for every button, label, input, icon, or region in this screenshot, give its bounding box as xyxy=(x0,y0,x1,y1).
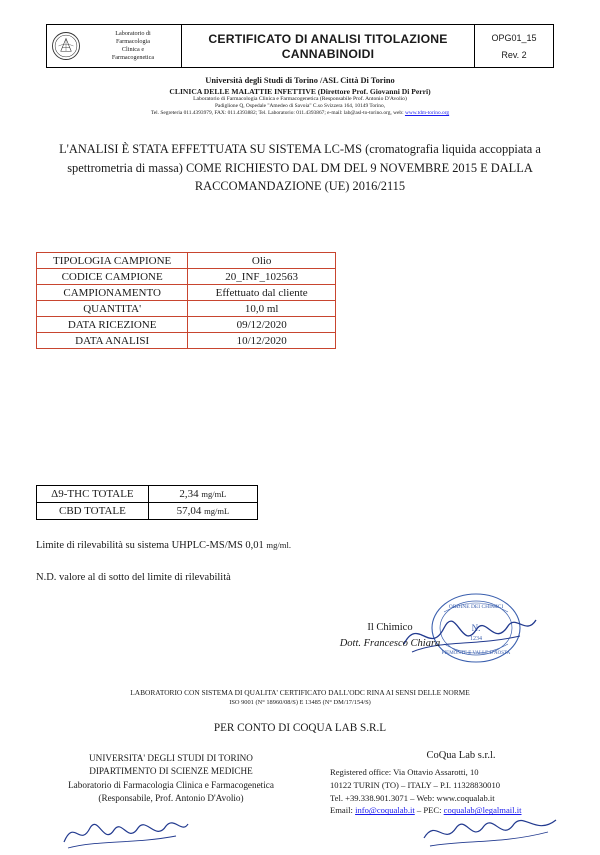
row-value: 20_INF_102563 xyxy=(188,269,336,285)
title-line-2: CANNABINOIDI xyxy=(281,46,375,61)
company-address: Registered office: Via Ottavio Assarotti, 10 xyxy=(330,766,479,777)
analyte-value-cell xyxy=(148,486,257,503)
table-row xyxy=(37,486,258,503)
institution-line-4: Padiglione Q, Ospedale "Amedeo di Savoia" C.so Svizzera 164, 10149 Torino, xyxy=(214,102,386,109)
company-email-link[interactable]: info@coqualab.it xyxy=(355,805,415,816)
logo-line-2: Farmacologia xyxy=(115,38,151,45)
header-logo-cell xyxy=(47,25,182,67)
institution-line-1: Università degli Studi di Torino /ASL Città Di Torino xyxy=(205,76,395,85)
footer-left-line-2: DIPARTIMENTO DI SCIENZE MEDICHE xyxy=(89,766,253,777)
per-conto-line: PER CONTO DI COQUA LAB S.R.L xyxy=(213,722,387,734)
table-row xyxy=(37,253,336,269)
company-pec-link[interactable]: coqualab@legalmail.it xyxy=(443,805,522,816)
logo-line-4: Farmacogenetica xyxy=(111,54,155,61)
table-row xyxy=(37,301,336,317)
row-value: 10,0 ml xyxy=(188,301,336,317)
intro-part-3: COME RICHIESTO DAL DM DEL 9 NOVEMBRE 2015 E DALLA RACCOMANDAZIONE (UE) 2016/2115 xyxy=(185,160,533,194)
row-label: DATA ANALISI xyxy=(37,333,188,349)
row-value: 10/12/2020 xyxy=(188,333,336,349)
table-row xyxy=(37,503,258,520)
svg-text:N.: N. xyxy=(471,623,481,633)
row-label: DATA RICEZIONE xyxy=(37,317,188,333)
document-code: OPG01_15 xyxy=(491,32,537,43)
row-value: 09/12/2020 xyxy=(188,317,336,333)
intro-part-2: (cromatografia liquida accoppiata a spettrometria di massa) xyxy=(67,142,541,175)
intro-part-1: L'ANALISI È STATA EFFETTUATA SU SISTEMA LC-MS xyxy=(59,142,362,156)
company-name: CoQua Lab s.r.l. xyxy=(426,750,496,761)
table-row xyxy=(37,269,336,285)
institution-line-2: CLINICA DELLE MALATTIE INFETTIVE (Direttore Prof. Giovanni Di Perri) xyxy=(169,86,431,96)
footer-left-line-4: (Responsabile, Prof. Antonio D'Avolio) xyxy=(98,793,244,804)
svg-text:ORDINE DEI CHIMICI: ORDINE DEI CHIMICI xyxy=(448,604,504,610)
university-seal-icon xyxy=(51,31,81,61)
footer-left-line-1: UNIVERSITA' DEGLI STUDI DI TORINO xyxy=(89,753,253,763)
institution-contacts: Tel. Segreteria 011.4393979, FAX: 011.4393882; Tel. Laboratorio: 011.4393867; e-mail: lab@asl-to-torino.org, web: xyxy=(150,109,405,116)
institution-line-5 xyxy=(46,110,554,117)
institution-block xyxy=(46,76,554,116)
signature-block xyxy=(330,620,450,652)
document-code-cell xyxy=(475,25,553,67)
row-value: Effettuato dal cliente xyxy=(188,285,336,301)
logo-line-1: Laboratorio di xyxy=(115,30,151,37)
results-table xyxy=(36,485,258,520)
institution-website-link[interactable]: www.tdm-torino.org xyxy=(404,109,450,116)
company-city: 10122 TURIN (TO) – ITALY – P.I. 11328830010 xyxy=(330,779,501,790)
detection-limit-note xyxy=(36,540,291,551)
detection-limit-unit: mg/ml. xyxy=(266,540,292,550)
footer-right-block xyxy=(330,748,592,817)
nd-note: N.D. valore al di sotto del limite di rilevabilità xyxy=(36,572,231,583)
analyte-label: CBD TOTALE xyxy=(37,503,149,520)
row-value: Olio xyxy=(188,253,336,269)
row-label: TIPOLOGIA CAMPIONE xyxy=(37,253,188,269)
table-row xyxy=(37,285,336,301)
sample-info-table xyxy=(36,252,336,349)
document-header xyxy=(46,24,554,68)
signature-name: Dott. Francesco Chiara xyxy=(339,637,441,649)
coqua-signature xyxy=(420,810,560,852)
email-label: Email: xyxy=(330,805,356,816)
title-line-1: CERTIFICATO DI ANALISI TITOLAZIONE xyxy=(208,31,448,46)
institution-line-3: Laboratorio di Farmacologia Clinica e Farmacogenetica (Responsabile Prof. Antonio D'Avolio) xyxy=(193,95,407,102)
analyte-value: 2,34 xyxy=(179,488,199,500)
quality-certification-block xyxy=(40,688,560,706)
pec-label: – PEC: xyxy=(414,805,444,816)
svg-text:1234: 1234 xyxy=(470,636,482,642)
row-label: CAMPIONAMENTO xyxy=(37,285,188,301)
quality-line-2: ISO 9001 (N° 18960/08/S) E 13485 (N° DM/17/154/S) xyxy=(229,699,371,706)
responsible-signature xyxy=(60,812,190,852)
table-row xyxy=(37,317,336,333)
analyte-value-cell xyxy=(148,503,257,520)
logo-line-3: Clinica e xyxy=(121,46,145,53)
table-row xyxy=(37,333,336,349)
document-revision: Rev. 2 xyxy=(501,49,527,60)
row-label: CODICE CAMPIONE xyxy=(37,269,188,285)
company-contact: Tel. +39.338.901.3071 – Web: www.coqualab.it xyxy=(330,792,495,803)
quality-line-1: LABORATORIO CON SISTEMA DI QUALITA' CERTIFICATO DALL'ODC RINA AI SENSI DELLE NORME xyxy=(130,688,470,697)
footer-left-line-3: Laboratorio di Farmacologia Clinica e Farmacogenetica xyxy=(68,779,274,790)
logo-text xyxy=(85,30,181,62)
intro-paragraph xyxy=(40,140,560,196)
document-title xyxy=(182,25,475,67)
signature-role: Il Chimico xyxy=(367,622,413,633)
svg-text:PIEMONTE E VALLE D'AOSTA: PIEMONTE E VALLE D'AOSTA xyxy=(441,651,511,656)
analyte-value: 57,04 xyxy=(176,505,202,517)
footer-left-block xyxy=(36,752,306,805)
row-label: QUANTITA' xyxy=(37,301,188,317)
analyte-unit: mg/mL xyxy=(201,489,227,499)
analyte-label: Δ9-THC TOTALE xyxy=(37,486,149,503)
detection-limit-text: Limite di rilevabilità su sistema UHPLC-MS/MS 0,01 xyxy=(36,540,267,551)
analyte-unit: mg/mL xyxy=(204,506,230,516)
